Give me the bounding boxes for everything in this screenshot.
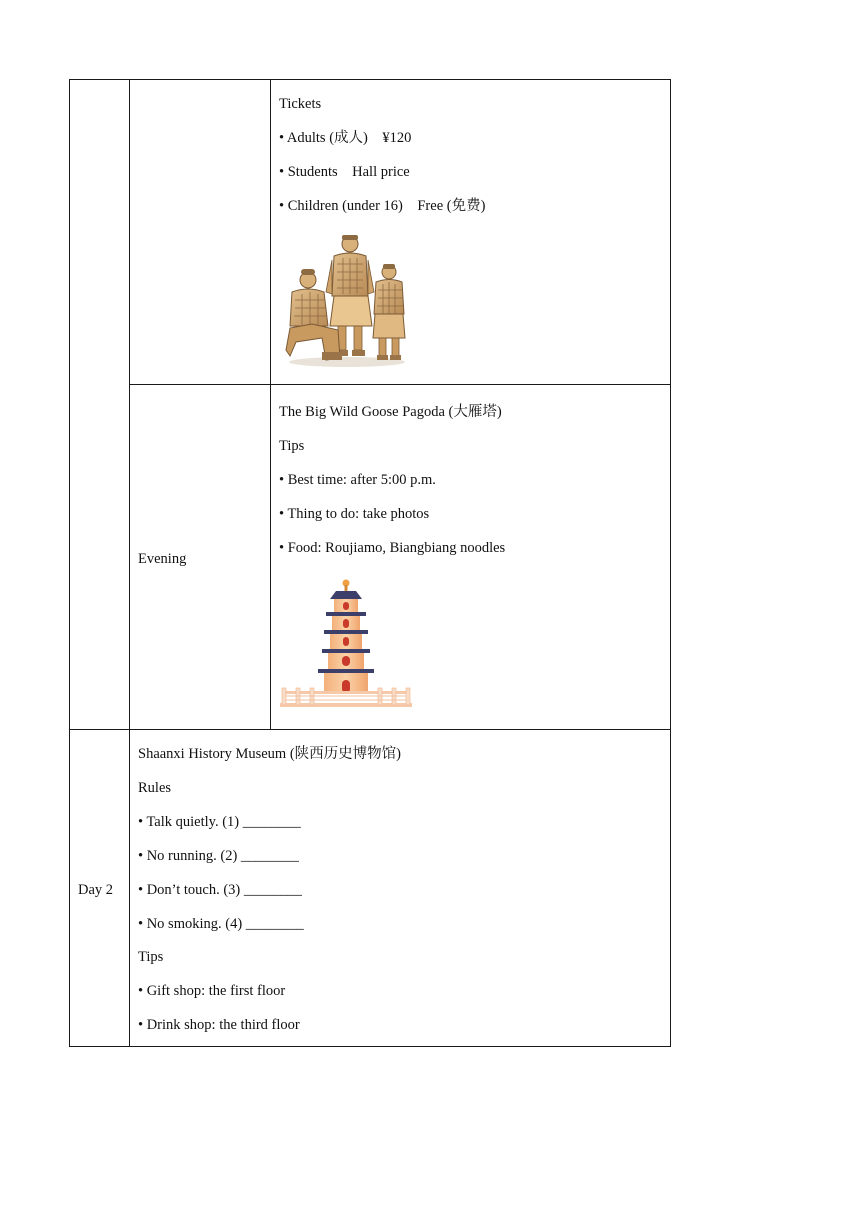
pagoda-tips-heading: Tips [279,438,305,454]
time-label-evening: Evening [138,551,187,567]
pagoda-tip-food: • Food: Roujiamo, Biangbiang noodles [279,540,506,556]
museum-rules-heading: Rules [138,780,172,796]
museum-tips-heading: Tips [138,949,164,965]
pagoda-tip-thing-to-do: • Thing to do: take photos [279,506,430,522]
column-divider-2 [270,79,271,730]
museum-tip-drink-shop: • Drink shop: the third floor [138,1017,300,1033]
tickets-heading: Tickets [279,96,322,112]
rule-no-running: • No running. (2) ________ [138,848,299,864]
rule-no-smoking: • No smoking. (4) ________ [138,916,304,932]
row-divider-evening [129,384,671,385]
pagoda-tip-best-time: • Best time: after 5:00 p.m. [279,472,436,488]
rule-talk-quietly: • Talk quietly. (1) ________ [138,814,301,830]
museum-title: Shaanxi History Museum (陕西历史博物馆) [138,746,401,762]
day-label-day2: Day 2 [78,882,114,898]
ticket-adults: • Adults (成人) ¥120 [279,130,412,146]
pagoda-image [280,577,412,709]
rule-dont-touch: • Don’t touch. (3) ________ [138,882,302,898]
small-warrior [373,264,405,360]
ticket-students: • Students Hall price [279,164,410,180]
terracotta-warriors-image [282,234,412,370]
table-border-right [670,79,671,1047]
row-divider-day2 [69,729,671,730]
museum-tip-gift-shop: • Gift shop: the first floor [138,983,286,999]
table-border-left [69,79,70,1047]
pagoda-title: The Big Wild Goose Pagoda (大雁塔) [279,404,502,420]
table-border-bottom [69,1046,671,1047]
column-divider-1 [129,79,130,1047]
table-border-top [69,79,671,80]
ticket-children: • Children (under 16) Free (免费) [279,198,486,214]
